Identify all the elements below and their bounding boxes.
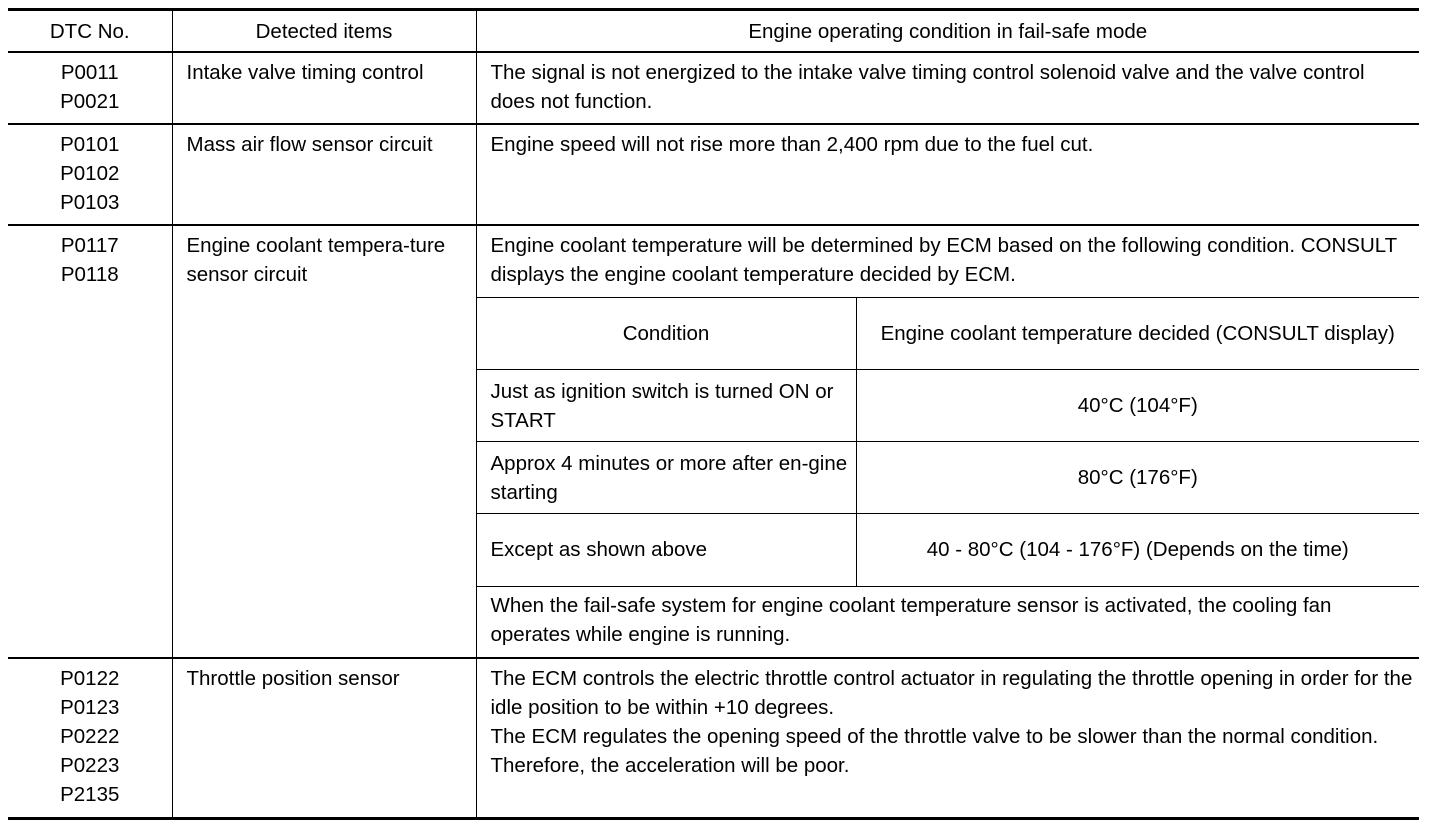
- dtc-code: P0011: [60, 61, 119, 85]
- description-line: Therefore, the acceleration will be poor.: [490, 754, 850, 778]
- fail-safe-description: The signal is not energized to the intake valve timing control solenoid valve and the valve control does not function.: [476, 52, 1419, 124]
- dtc-code: P0102: [60, 162, 120, 186]
- dtc-code: P0222: [60, 725, 120, 749]
- fail-safe-table: [8, 8, 1419, 820]
- table-row: [8, 658, 1419, 818]
- dtc-code: P0118: [60, 263, 119, 287]
- description-line: The ECM controls the electric throttle control actuator in regulating the throttle opening in order for the idle position to be within +10 degrees.: [490, 667, 1413, 720]
- dtc-codes: [8, 658, 172, 818]
- subtable-temperature: 80°C (176°F): [856, 442, 1419, 514]
- subtable-temperature: 40 - 80°C (104 - 176°F) (Depends on the time): [856, 514, 1419, 586]
- fail-safe-description: Engine speed will not rise more than 2,400 rpm due to the fuel cut.: [476, 124, 1419, 225]
- detected-item: Engine coolant tempera-ture sensor circuit: [172, 225, 476, 658]
- dtc-code: P0117: [60, 234, 119, 258]
- coolant-intro-text: Engine coolant temperature will be determined by ECM based on the following condition. CONSULT displays the engine coolant temperature decided by ECM.: [476, 225, 1419, 297]
- subtable-temperature: 40°C (104°F): [856, 370, 1419, 442]
- fail-safe-description: [476, 658, 1419, 818]
- dtc-codes: [8, 52, 172, 124]
- subtable-condition: Except as shown above: [476, 514, 856, 586]
- header-detected-items: Detected items: [172, 10, 476, 53]
- dtc-code: P0103: [60, 191, 120, 215]
- header-dtc-no: DTC No.: [8, 10, 172, 53]
- dtc-code: P0101: [60, 133, 120, 157]
- dtc-codes: [8, 225, 172, 658]
- description-line: The ECM regulates the opening speed of the throttle valve to be slower than the normal condition.: [490, 725, 1379, 749]
- subtable-condition: Approx 4 minutes or more after en-gine starting: [476, 442, 856, 514]
- dtc-code: P2135: [60, 783, 120, 807]
- subtable-header-temperature: Engine coolant temperature decided (CONSULT display): [856, 298, 1419, 370]
- table-row: [8, 124, 1419, 225]
- table-header-row: [8, 10, 1419, 53]
- detected-item: Intake valve timing control: [172, 52, 476, 124]
- table-row: [8, 225, 1419, 297]
- detected-item: Throttle position sensor: [172, 658, 476, 818]
- table-row: [8, 52, 1419, 124]
- coolant-note-text: When the fail-safe system for engine coolant temperature sensor is activated, the cooling fan operates while engine is running.: [476, 586, 1419, 658]
- header-engine-condition: Engine operating condition in fail-safe mode: [476, 10, 1419, 53]
- subtable-header-condition: Condition: [476, 298, 856, 370]
- detected-item: Mass air flow sensor circuit: [172, 124, 476, 225]
- dtc-code: P0123: [60, 696, 120, 720]
- dtc-code: P0223: [60, 754, 120, 778]
- dtc-code: P0021: [60, 90, 120, 114]
- dtc-code: P0122: [60, 667, 120, 691]
- dtc-codes: [8, 124, 172, 225]
- subtable-condition: Just as ignition switch is turned ON or START: [476, 370, 856, 442]
